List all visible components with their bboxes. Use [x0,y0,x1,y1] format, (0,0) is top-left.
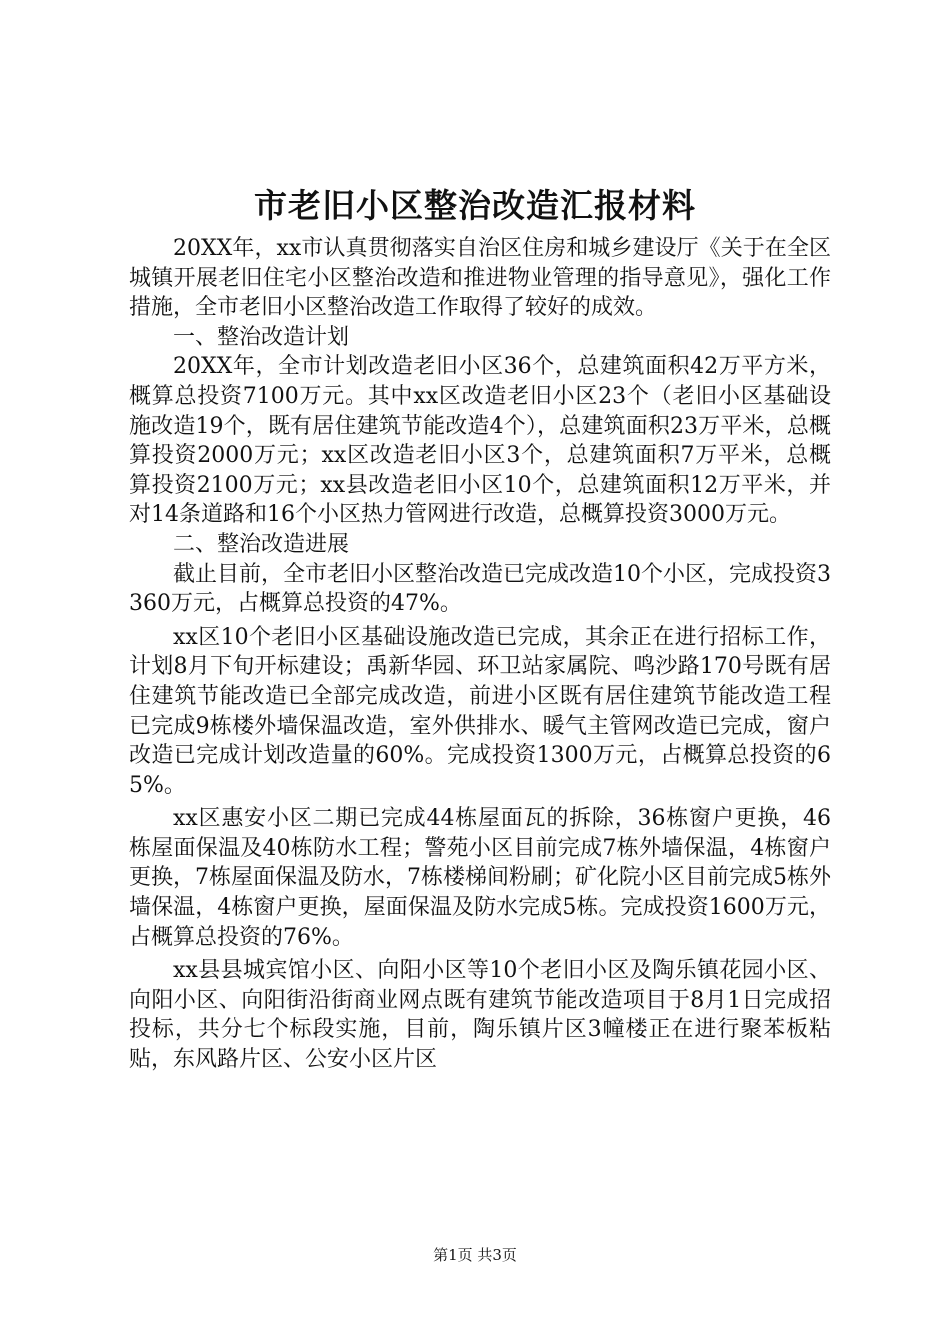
plan-paragraph: 20XX年，全市计划改造老旧小区36个，总建筑面积42万平方米，概算总投资7100万元。其中xx区改造老旧小区23个（老旧小区基础设施改造19个，既有居住建筑节能改造4个），总建筑面积23万平米，总概算投资2000万元；xx区改造老旧小区3个，总建筑面积7万平米，总概算投资2100万元；xx县改造老旧小区10个，总建筑面积12万平米，并对14条道路和16个小区热力管网进行改造，总概算投资3000万元。 [129,354,831,528]
section-heading-plan: 一、整治改造计划 [173,324,350,350]
district-a-paragraph: xx区10个老旧小区基础设施改造已完成，其余正在进行招标工作，计划8月下旬开标建设；禹新华园、环卫站家属院、鸣沙路170号既有居住建筑节能改造已全部完成改造，前进小区既有居住建筑节能改造工程已完成9栋楼外墙保温改造，室外供排水、暖气主管网改造已完成，窗户改造已完成计划改造量的60%。完成投资1300万元，占概算总投资的65%。 [129,624,831,798]
county-paragraph: xx县县城宾馆小区、向阳小区等10个老旧小区及陶乐镇花园小区、向阳小区、向阳街沿街商业网点既有建筑节能改造项目于8月1日完成招投标，共分七个标段实施，目前，陶乐镇片区3幢楼正在进行聚苯板粘贴，东风路片区、公安小区片区 [129,958,831,1073]
district-b-paragraph: xx区惠安小区二期已完成44栋屋面瓦的拆除，36栋窗户更换，46栋屋面保温及40栋防水工程；警苑小区目前完成7栋外墙保温，4栋窗户更换，7栋屋面保温及防水，7栋楼梯间粉刷；矿化院小区目前完成5栋外墙保温，4栋窗户更换，屋面保温及防水完成5栋。完成投资1600万元，占概算总投资的76%。 [129,806,831,950]
section-heading-progress: 二、整治改造进展 [173,531,350,557]
document-body [129,234,831,1075]
document-title: 市老旧小区整治改造汇报材料 [254,186,696,225]
page-footer: 第1页 共3页 [433,1246,517,1264]
intro-paragraph: 20XX年，xx市认真贯彻落实自治区住房和城乡建设厅《关于在全区城镇开展老旧住宅小区整治改造和推进物业管理的指导意见》，强化工作措施，全市老旧小区整治改造工作取得了较好的成效。 [129,236,831,321]
progress-summary-paragraph: 截止目前，全市老旧小区整治改造已完成改造10个小区，完成投资3360万元，占概算总投资的47%。 [129,561,831,617]
